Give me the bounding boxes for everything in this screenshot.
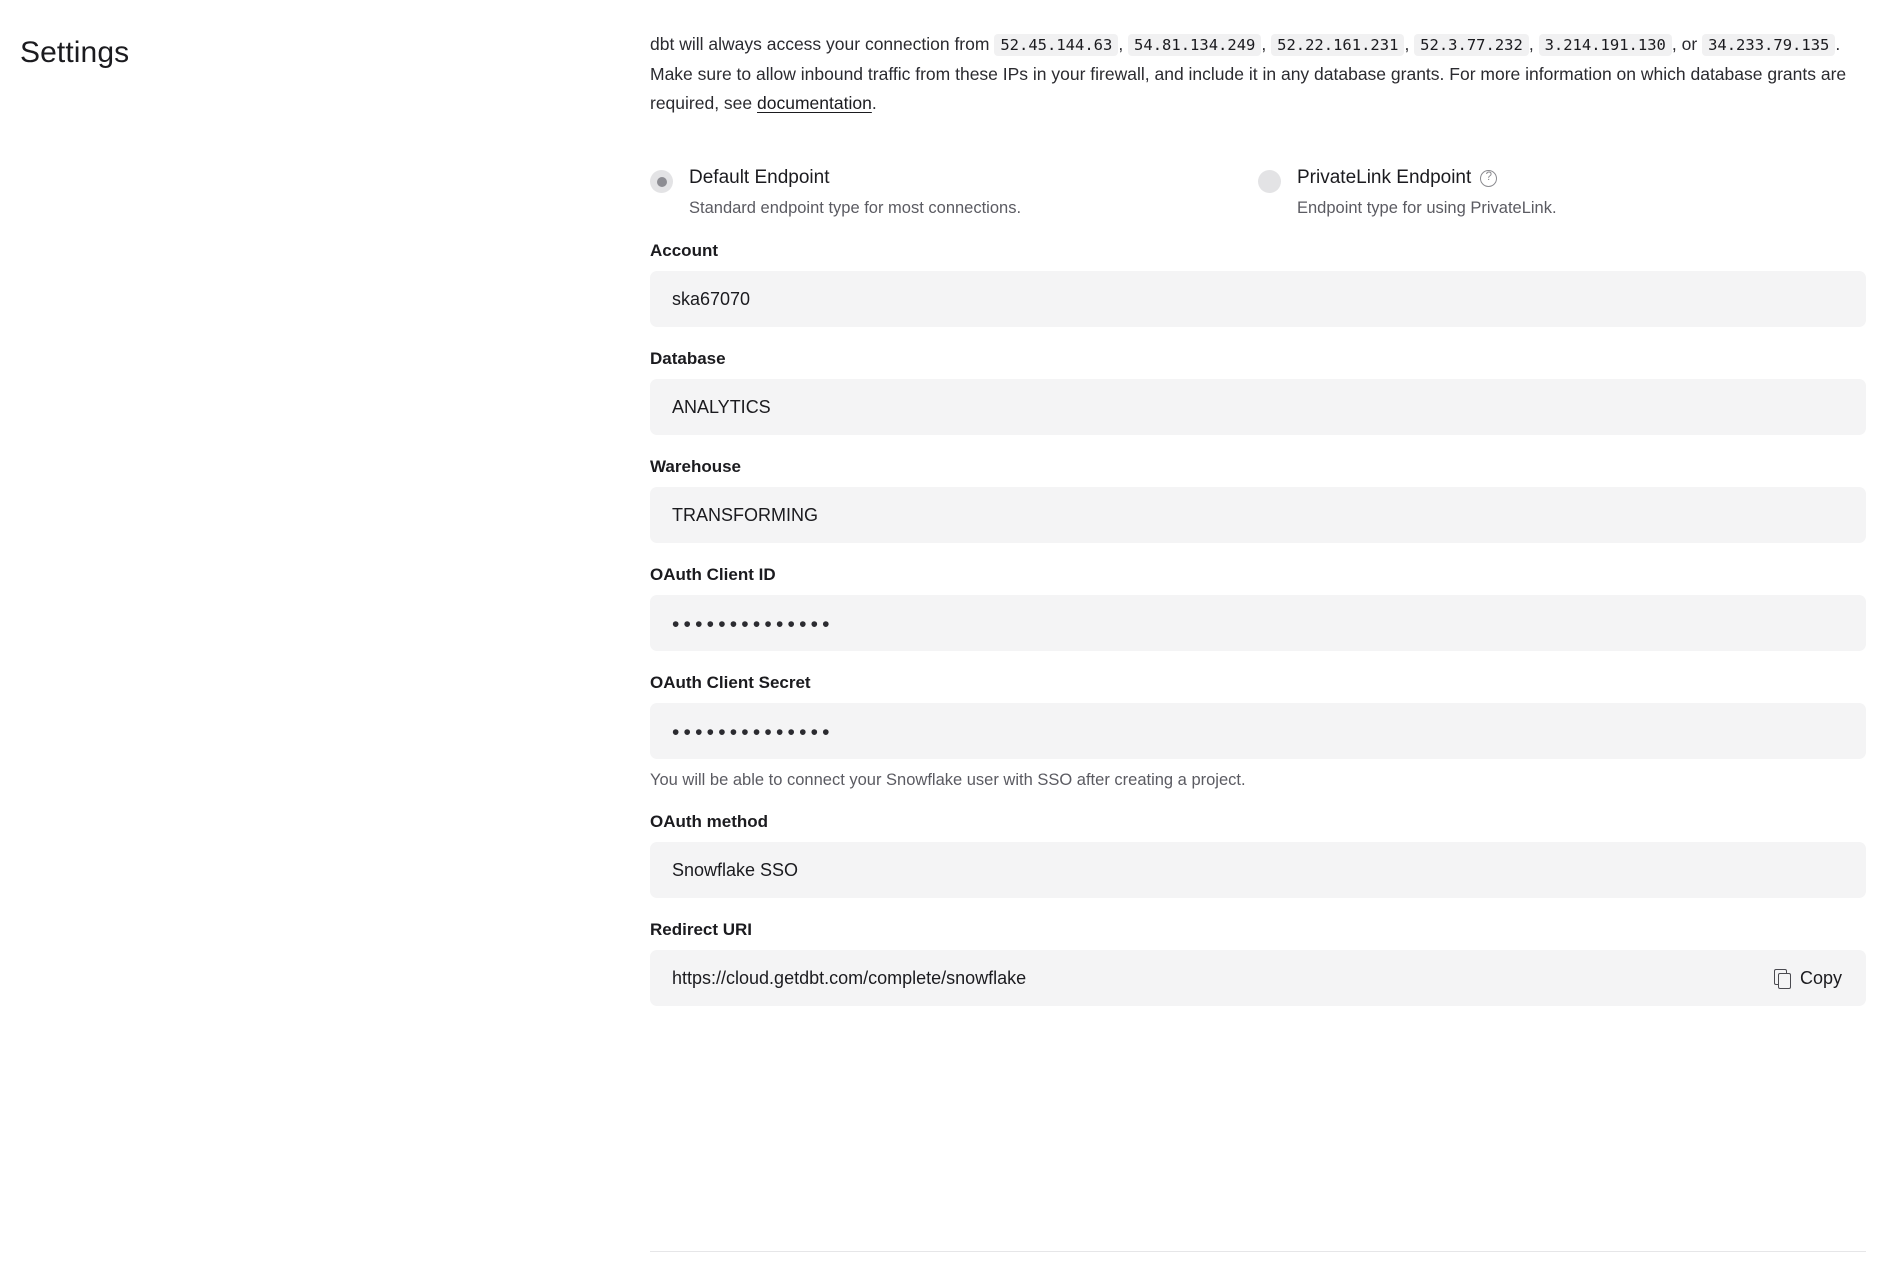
ip-note-prefix: dbt will always access your connection from [650,34,990,54]
ip-allowlist-note: dbt will always access your connection from 52.45.144.63 , 54.81.134.249 , 52.22.161.231 , 52.3.77.232 , 3.214.191.130 , or 34.233.79.135 . Make sure to allow inbound traffic from these IPs in your firewall, and include it in any database grants. For more information on which database grants are required, see documentation. [650,34,1847,113]
copy-icon [1774,969,1791,988]
bottom-divider [650,1251,1866,1252]
endpoint-privatelink-title-label: PrivateLink Endpoint [1297,167,1472,188]
redirect-uri-label: Redirect URI [650,920,753,939]
oauth-method-value: Snowflake SSO [672,859,799,880]
endpoint-default-subtitle: Standard endpoint type for most connections. [689,199,1022,217]
copy-button-label: Copy [1799,967,1842,988]
ip-note-or: or [1681,34,1698,54]
endpoint-option-privatelink[interactable] [1258,165,1866,219]
help-circle-icon[interactable]: ? [1480,170,1497,187]
field-database [650,349,1866,435]
ip-note-suffix: . Make sure to allow inbound traffic from these IPs in your firewall, and include it in any database grants. For more information on which database grants are required, see [650,34,1847,113]
oauth-client-secret-input[interactable] [650,703,1866,759]
ip-address-5: 3.214.191.130 [1539,34,1672,56]
endpoint-option-default[interactable] [650,165,1258,219]
field-oauth-method [650,812,1866,898]
warehouse-value: TRANSFORMING [672,504,818,525]
radio-privatelink-endpoint[interactable] [1258,170,1281,193]
account-value: ska67070 [672,288,751,309]
redirect-uri-input[interactable] [650,950,1866,1006]
endpoint-privatelink-subtitle: Endpoint type for using PrivateLink. [1297,199,1557,217]
oauth-client-id-label: OAuth Client ID [650,565,776,584]
database-value: ANALYTICS [672,396,771,417]
warehouse-input[interactable] [650,487,1866,543]
endpoint-default-title: Default Endpoint [689,167,830,188]
oauth-client-secret-value: •••••••••••••• [672,720,834,744]
field-warehouse [650,457,1866,543]
ip-address-4: 52.3.77.232 [1414,34,1529,56]
ip-address-2: 54.81.134.249 [1128,34,1261,56]
field-redirect-uri [650,920,1866,1006]
endpoint-default-text [689,165,1021,219]
field-oauth-client-secret [650,673,1866,790]
oauth-client-secret-helper: You will be able to connect your Snowflake user with SSO after creating a project. [650,771,1246,789]
oauth-method-label: OAuth method [650,812,769,831]
documentation-link[interactable]: documentation [757,93,872,113]
endpoint-privatelink-title [1297,165,1557,191]
account-input[interactable] [650,271,1866,327]
radio-default-endpoint[interactable] [650,170,673,193]
account-label: Account [650,241,718,260]
redirect-uri-value: https://cloud.getdbt.com/complete/snowflake [672,967,1027,988]
ip-address-3: 52.22.161.231 [1271,34,1404,56]
oauth-client-id-input[interactable] [650,595,1866,651]
warehouse-label: Warehouse [650,457,742,476]
ip-note-period: . [871,93,877,113]
page-title: Settings [20,36,130,69]
ip-address-6: 34.233.79.135 [1702,34,1835,56]
oauth-method-input[interactable] [650,842,1866,898]
connection-settings-content [650,30,1866,1006]
database-input[interactable] [650,379,1866,435]
oauth-client-secret-label: OAuth Client Secret [650,673,811,692]
copy-button[interactable] [1768,964,1848,993]
ip-address-1: 52.45.144.63 [994,34,1118,56]
endpoint-privatelink-text [1297,165,1557,219]
endpoint-type-group [650,165,1866,219]
field-oauth-client-id [650,565,1866,651]
database-label: Database [650,349,726,368]
field-account [650,241,1866,327]
oauth-client-id-value: •••••••••••••• [672,612,834,636]
